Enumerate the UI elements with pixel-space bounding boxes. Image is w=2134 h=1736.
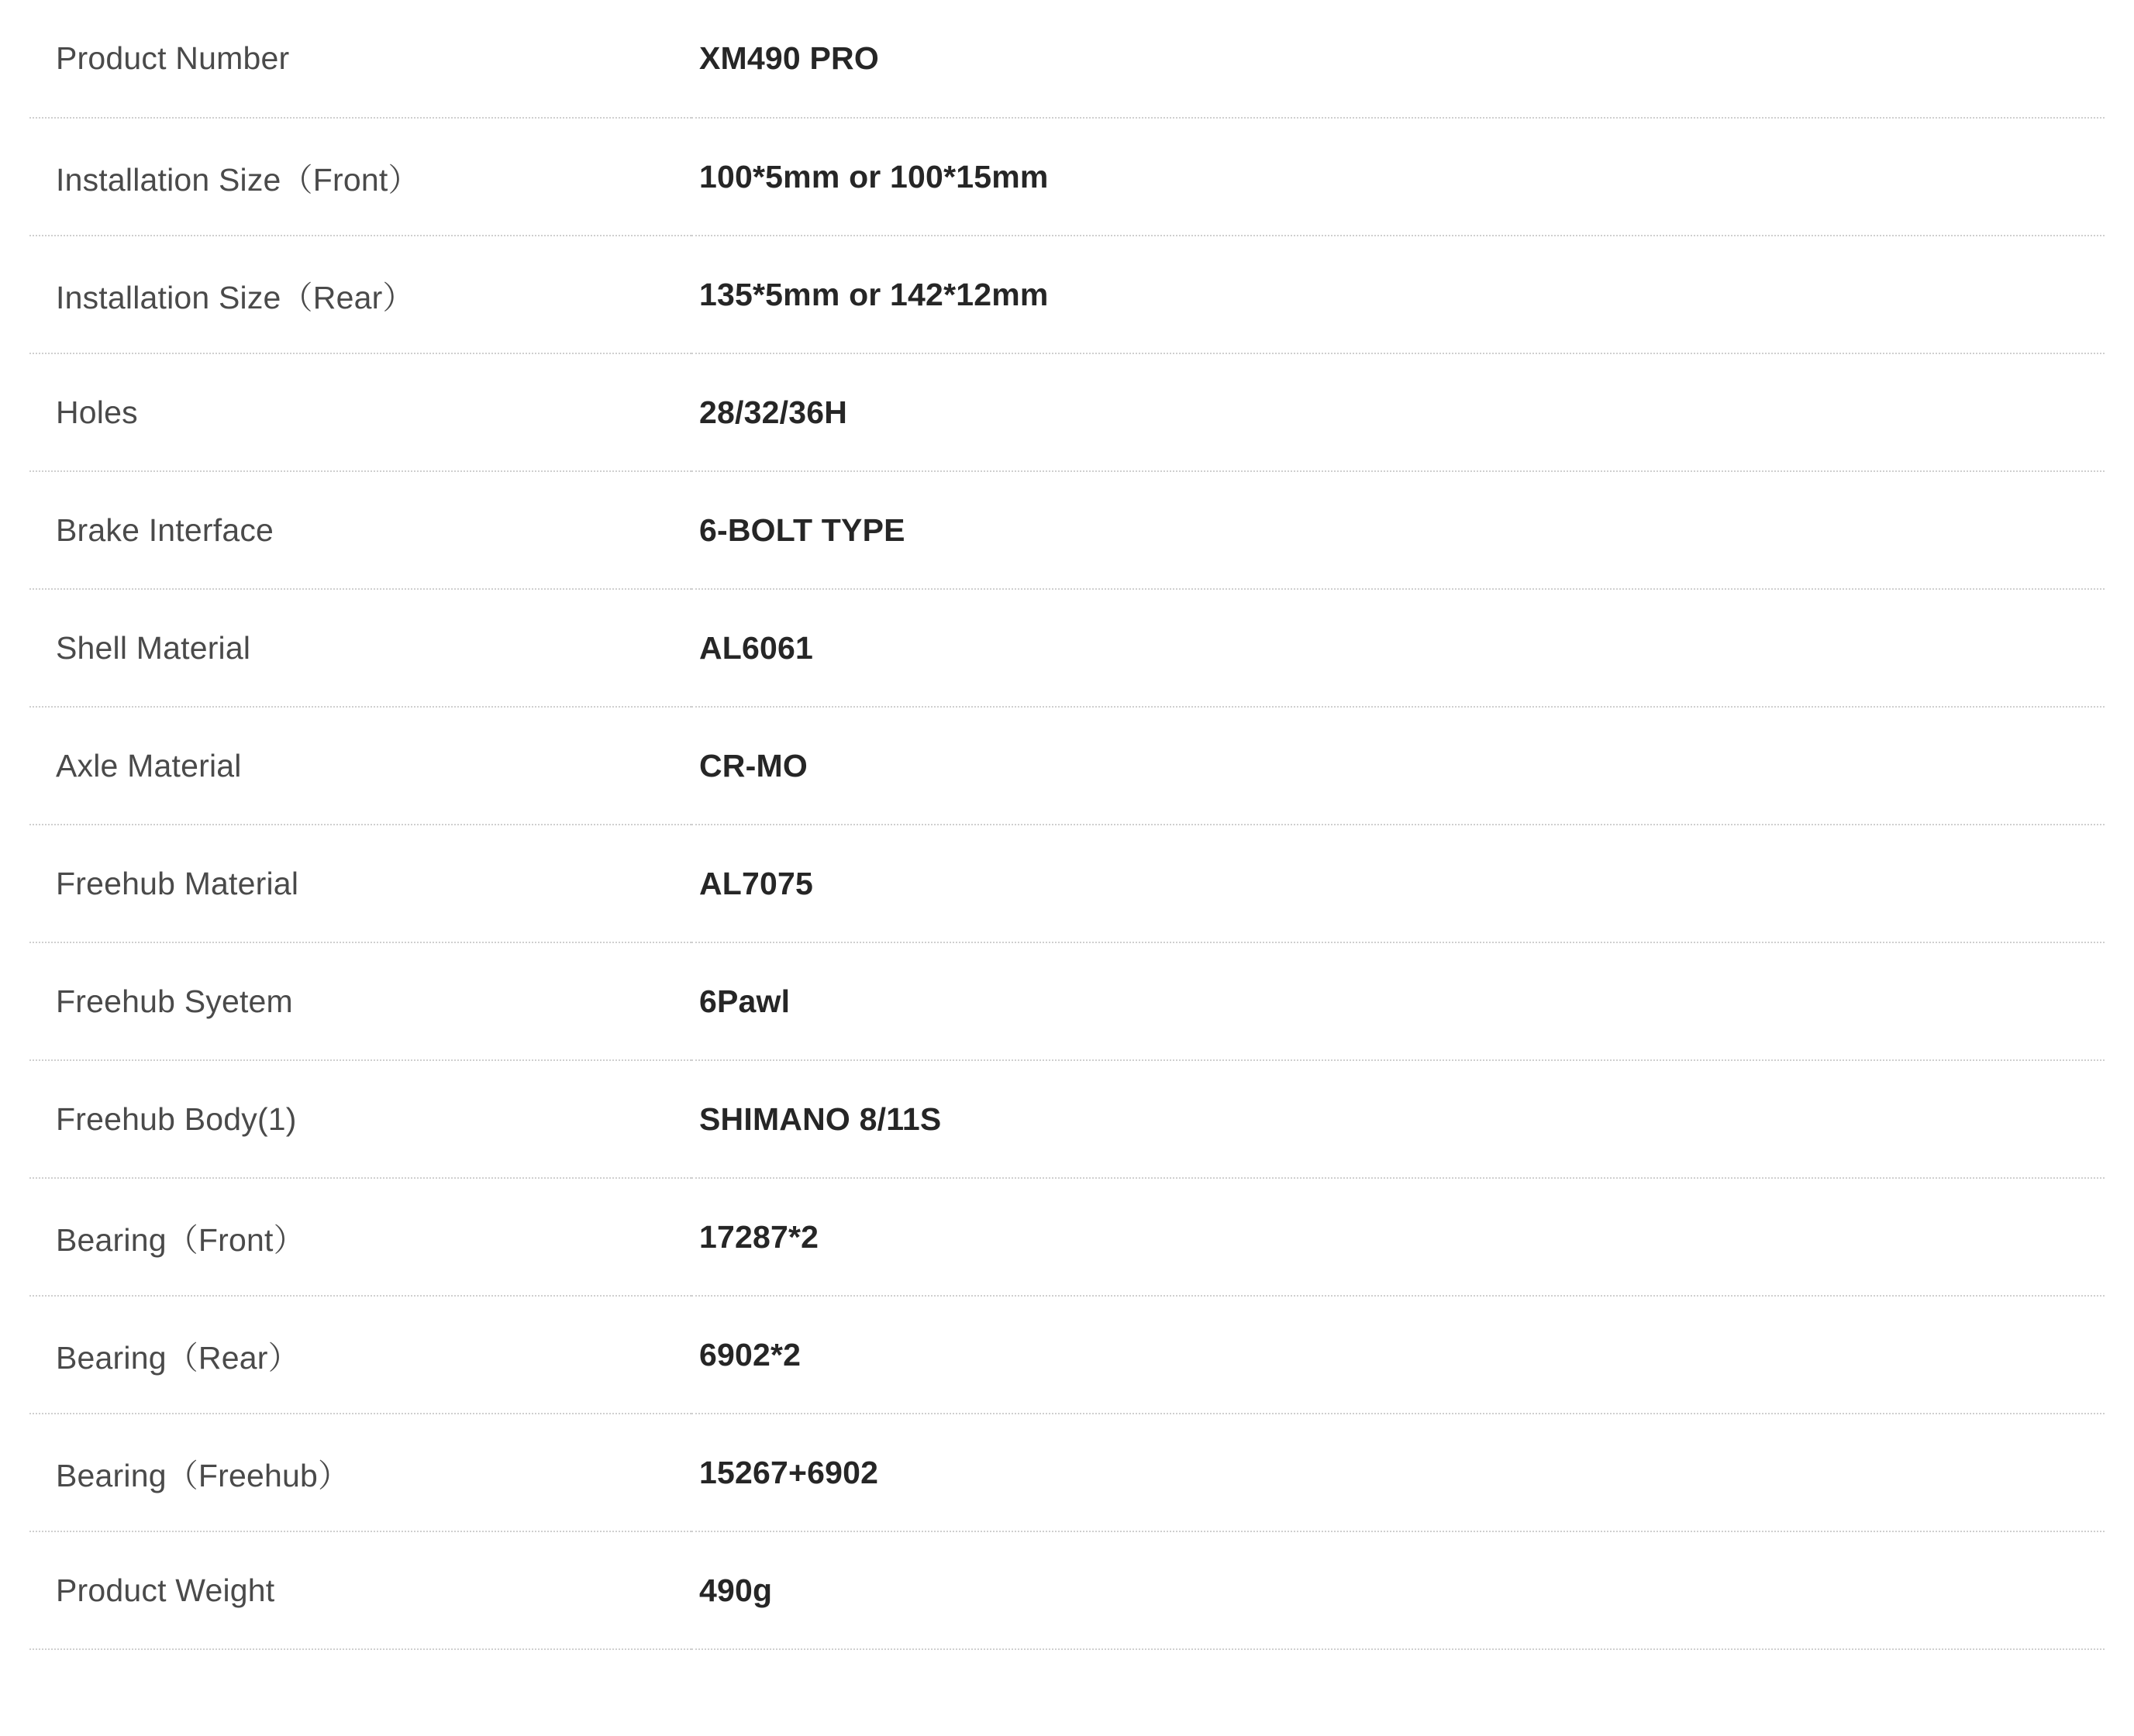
- specification-table: [29, 0, 2105, 1650]
- spec-label: Installation Size（Front）: [29, 118, 691, 236]
- table-row: [29, 707, 2105, 825]
- spec-value: 6Pawl: [691, 942, 2105, 1060]
- spec-label: Holes: [29, 353, 691, 471]
- spec-label: Freehub Body(1): [29, 1060, 691, 1178]
- spec-value: 135*5mm or 142*12mm: [691, 236, 2105, 353]
- table-row: [29, 353, 2105, 471]
- spec-label: Brake Interface: [29, 471, 691, 589]
- spec-value: CR-MO: [691, 707, 2105, 825]
- spec-value: 490g: [691, 1531, 2105, 1649]
- spec-value: 100*5mm or 100*15mm: [691, 118, 2105, 236]
- table-row: [29, 118, 2105, 236]
- spec-label: Product Number: [29, 0, 691, 118]
- bottom-spacer: [29, 1650, 2105, 1696]
- spec-value: 6902*2: [691, 1296, 2105, 1414]
- spec-value: XM490 PRO: [691, 0, 2105, 118]
- spec-label: Installation Size（Rear）: [29, 236, 691, 353]
- spec-value: 28/32/36H: [691, 353, 2105, 471]
- spec-value: 17287*2: [691, 1178, 2105, 1296]
- spec-label: Freehub Material: [29, 825, 691, 942]
- specification-table-body: [29, 0, 2105, 1649]
- spec-value: AL7075: [691, 825, 2105, 942]
- spec-value: 15267+6902: [691, 1414, 2105, 1531]
- table-row: [29, 236, 2105, 353]
- table-row: [29, 942, 2105, 1060]
- spec-label: Product Weight: [29, 1531, 691, 1649]
- spec-value: SHIMANO 8/11S: [691, 1060, 2105, 1178]
- spec-label: Freehub Syetem: [29, 942, 691, 1060]
- table-row: [29, 1060, 2105, 1178]
- spec-value: AL6061: [691, 589, 2105, 707]
- table-row: [29, 1414, 2105, 1531]
- table-row: [29, 1178, 2105, 1296]
- spec-value: 6-BOLT TYPE: [691, 471, 2105, 589]
- spec-label: Bearing（Rear）: [29, 1296, 691, 1414]
- table-row: [29, 471, 2105, 589]
- table-row: [29, 825, 2105, 942]
- table-row: [29, 1296, 2105, 1414]
- spec-label: Bearing（Freehub）: [29, 1414, 691, 1531]
- spec-label: Bearing（Front）: [29, 1178, 691, 1296]
- spec-label: Shell Material: [29, 589, 691, 707]
- table-row: [29, 0, 2105, 118]
- spec-label: Axle Material: [29, 707, 691, 825]
- table-row: [29, 1531, 2105, 1649]
- table-row: [29, 589, 2105, 707]
